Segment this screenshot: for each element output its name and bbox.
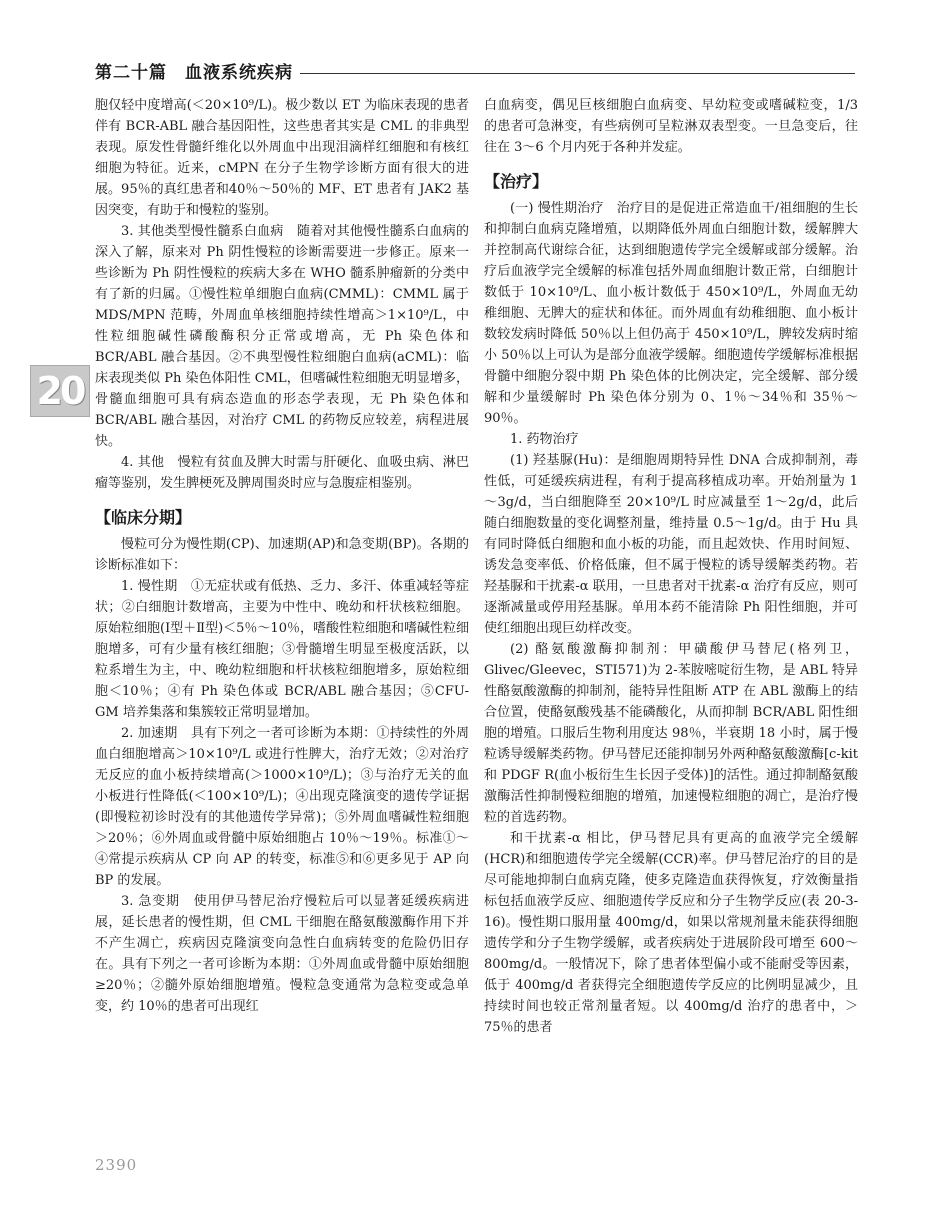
left-column xyxy=(95,95,469,1017)
subheading: 1. 药物治疗 xyxy=(510,432,579,447)
paragraph: 1. 慢性期 ①无症状或有低热、乏力、多汗、体重减轻等症状；②白细胞计数增高，主要为中性中、晚幼和杆状核粒细胞。原始粒细胞(Ⅰ型＋Ⅱ型)＜5％～10％，嗜酸性粒细胞和嗜碱性粒细胞增多，可有少量有核红细胞；③骨髓增生明显至极度活跃，以粒系增生为主，中、晚幼粒细胞和杆状核粒细胞增多，原始粒细胞＜10％；④有 Ph 染色体或 BCR/ABL 融合基因；⑤CFU-GM 培养集落和集簇较正常明显增加。 xyxy=(95,579,469,720)
paragraph: 3. 急变期 使用伊马替尼治疗慢粒后可以显著延缓疾病进展，延长患者的慢性期，但 CML 干细胞在酪氨酸激酶作用下并不产生凋亡，疾病因克隆演变向急性白血病转变的危险仍旧存在。具有下列之一者可诊断为本期：①外周血或骨髓中原始细胞≥20％；②髓外原始细胞增殖。慢粒急变通常为急粒变或急单变，约 10％的患者可出现红 xyxy=(95,894,469,1014)
section-heading-staging: 【临床分期】 xyxy=(95,508,192,527)
paragraph: 和干扰素-α 相比，伊马替尼具有更高的血液学完全缓解(HCR)和细胞遗传学完全缓解(CCR)率。伊马替尼治疗的目的是尽可能地抑制白血病克隆，使多克隆造血获得恢复，疗效衡量指标包括血液学反应、细胞遗传学反应和分子生物学反应(表 20-3-16)。慢性期口服用量 400mg/d，如果以常规剂量未能获得细胞遗传学和分子生物学缓解，或者疾病处于进展阶段可增至 600～800mg/d。一般情况下，除了患者体型偏小或不能耐受等因素，低于 400mg/d 者获得完全细胞遗传学反应的比例明显减少，且持续时间也较正常剂量者短。以 400mg/d 治疗的患者中，＞75％的患者 xyxy=(484,831,858,1035)
header-title: 第二十篇 血液系统疾病 xyxy=(95,63,293,83)
paragraph: 4. 其他 慢粒有贫血及脾大时需与肝硬化、血吸虫病、淋巴瘤等鉴别，发生脾梗死及脾周围炎时应与急腹症相鉴别。 xyxy=(95,455,469,491)
paragraph: (2) 酪氨酸激酶抑制剂：甲磺酸伊马替尼(格列卫，Glivec/Gleevec，STI571)为 2-苯胺嘧啶衍生物，是 ABL 特异性酪氨酸激酶的抑制剂，能特异性阻断 ATP 在 ABL 激酶上的结合位置，使酪氨酸残基不能磷酸化，从而抑制 BCR/ABL 阳性细胞的增殖。口服后生物利用度达 98％，半衰期 18 小时，属于慢粒诱导缓解类药物。伊马替尼还能抑制另外两种酪氨酸激酶[c-kit 和 PDGF R(血小板衍生生长因子受体)]的活性。通过抑制酪氨酸激酶活性抑制慢粒细胞的增殖，加速慢粒细胞的凋亡，是治疗慢粒的首选药物。 xyxy=(484,642,858,825)
paragraph: 2. 加速期 具有下列之一者可诊断为本期：①持续性的外周血白细胞增高＞10×10⁹/L 或进行性脾大，治疗无效；②对治疗无反应的血小板持续增高(＞1000×10⁹/L)；③与治疗无关的血小板进行性降低(＜100×10⁹/L)；④出现克隆演变的遗传学证据(即慢粒初诊时没有的其他遗传学异常)；⑤外周血嗜碱性粒细胞＞20％；⑥外周血或骨髓中原始细胞占 10％～19％。标准①～④常提示疾病从 CP 向 AP 的转变，标准⑤和⑥更多见于 AP 向 BP 的发展。 xyxy=(95,726,469,888)
paragraph: (一) 慢性期治疗 治疗目的是促进正常造血干/祖细胞的生长和抑制白血病克隆增殖，以期降低外周血白细胞计数，缓解脾大并控制高代谢综合征，达到细胞遗传学完全缓解或部分缓解。治疗后血液学完全缓解的标准包括外周血细胞计数正常，白细胞计数低于 10×10⁹/L、血小板计数低于 450×10⁹/L，外周血无幼稚细胞、无脾大的症状和体征。而外周血有幼稚细胞、血小板计数较发病时降低 50％以上但仍高于 450×10⁹/L，脾较发病时缩小 50％以上可认为是部分血液学缓解。细胞遗传学缓解标准根据骨髓中细胞分裂中期 Ph 染色体的比例决定，完全缓解、部分缓解和少量缓解时 Ph 染色体分别为 0、1％～34％和 35％～90％。 xyxy=(484,201,858,426)
paragraph: (1) 羟基脲(Hu)：是细胞周期特异性 DNA 合成抑制剂，毒性低，可延缓疾病进程，有利于提高移植成功率。开始剂量为 1～3g/d，当白细胞降至 20×10⁹/L 时应减量至 1～2g/d，此后随白细胞数量的变化调整剂量，维持量 0.5～1g/d。由于 Hu 具有同时降低白细胞和血小板的功能，而且起效快、作用时间短、诱发急变率低、价格低廉，但不属于慢粒的诱导缓解类药物。若羟基脲和干扰素-α 联用，一旦患者对干扰素-α 治疗有反应，则可逐渐减量或停用羟基脲。单用本药不能清除 Ph 阳性细胞，并可使红细胞出现巨幼样改变。 xyxy=(484,453,858,636)
running-header xyxy=(95,62,855,86)
section-tab: 20 xyxy=(30,365,90,417)
right-column xyxy=(484,95,858,1038)
paragraph: 3. 其他类型慢性髓系白血病 随着对其他慢性髓系白血病的深入了解，原来对 Ph 阴性慢粒的诊断需要进一步修正。原来一些诊断为 Ph 阴性慢粒的疾病大多在 WHO 髓系肿瘤新的分类中有了新的归属。①慢性粒单细胞白血病(CMML)：CMML 属于 MDS/MPN 范畴，外周血单核细胞持续性增高＞1×10⁹/L，中性粒细胞碱性磷酸酶积分正常或增高，无 Ph 染色体和 BCR/ABL 融合基因。②不典型慢性粒细胞白血病(aCML)：临床表现类似 Ph 染色体阳性 CML，但嗜碱性粒细胞无明显增多，骨髓血细胞可具有病态造血的形态学表现，无 Ph 染色体和 BCR/ABL 融合基因，对治疗 CML 的药物反应较差，病程进展快。 xyxy=(95,224,469,449)
header-rule xyxy=(300,73,855,74)
section-heading-treatment: 【治疗】 xyxy=(484,172,549,191)
page-number: 2390 xyxy=(95,1156,138,1174)
paragraph: 慢粒可分为慢性期(CP)、加速期(AP)和急变期(BP)。各期的诊断标准如下： xyxy=(95,537,469,573)
paragraph: 胞仅轻中度增高(＜20×10⁹/L)。极少数以 ET 为临床表现的患者伴有 BCR-ABL 融合基因阳性，这些患者其实是 CML 的非典型表现。原发性骨髓纤维化以外周血中出现泪滴样红细胞和有核红细胞为特征。近来，cMPN 在分子生物学诊断方面有很大的进展。95％的真红患者和40％～50％的 MF、ET 患者有 JAK2 基因突变，有助于和慢粒的鉴别。 xyxy=(95,98,469,218)
paragraph: 白血病变，偶见巨核细胞白血病变、早幼粒变或嗜碱粒变，1/3 的患者可急淋变，有些病例可呈粒淋双表型变。一旦急变后，往往在 3～6 个月内死于各种并发症。 xyxy=(484,98,858,155)
